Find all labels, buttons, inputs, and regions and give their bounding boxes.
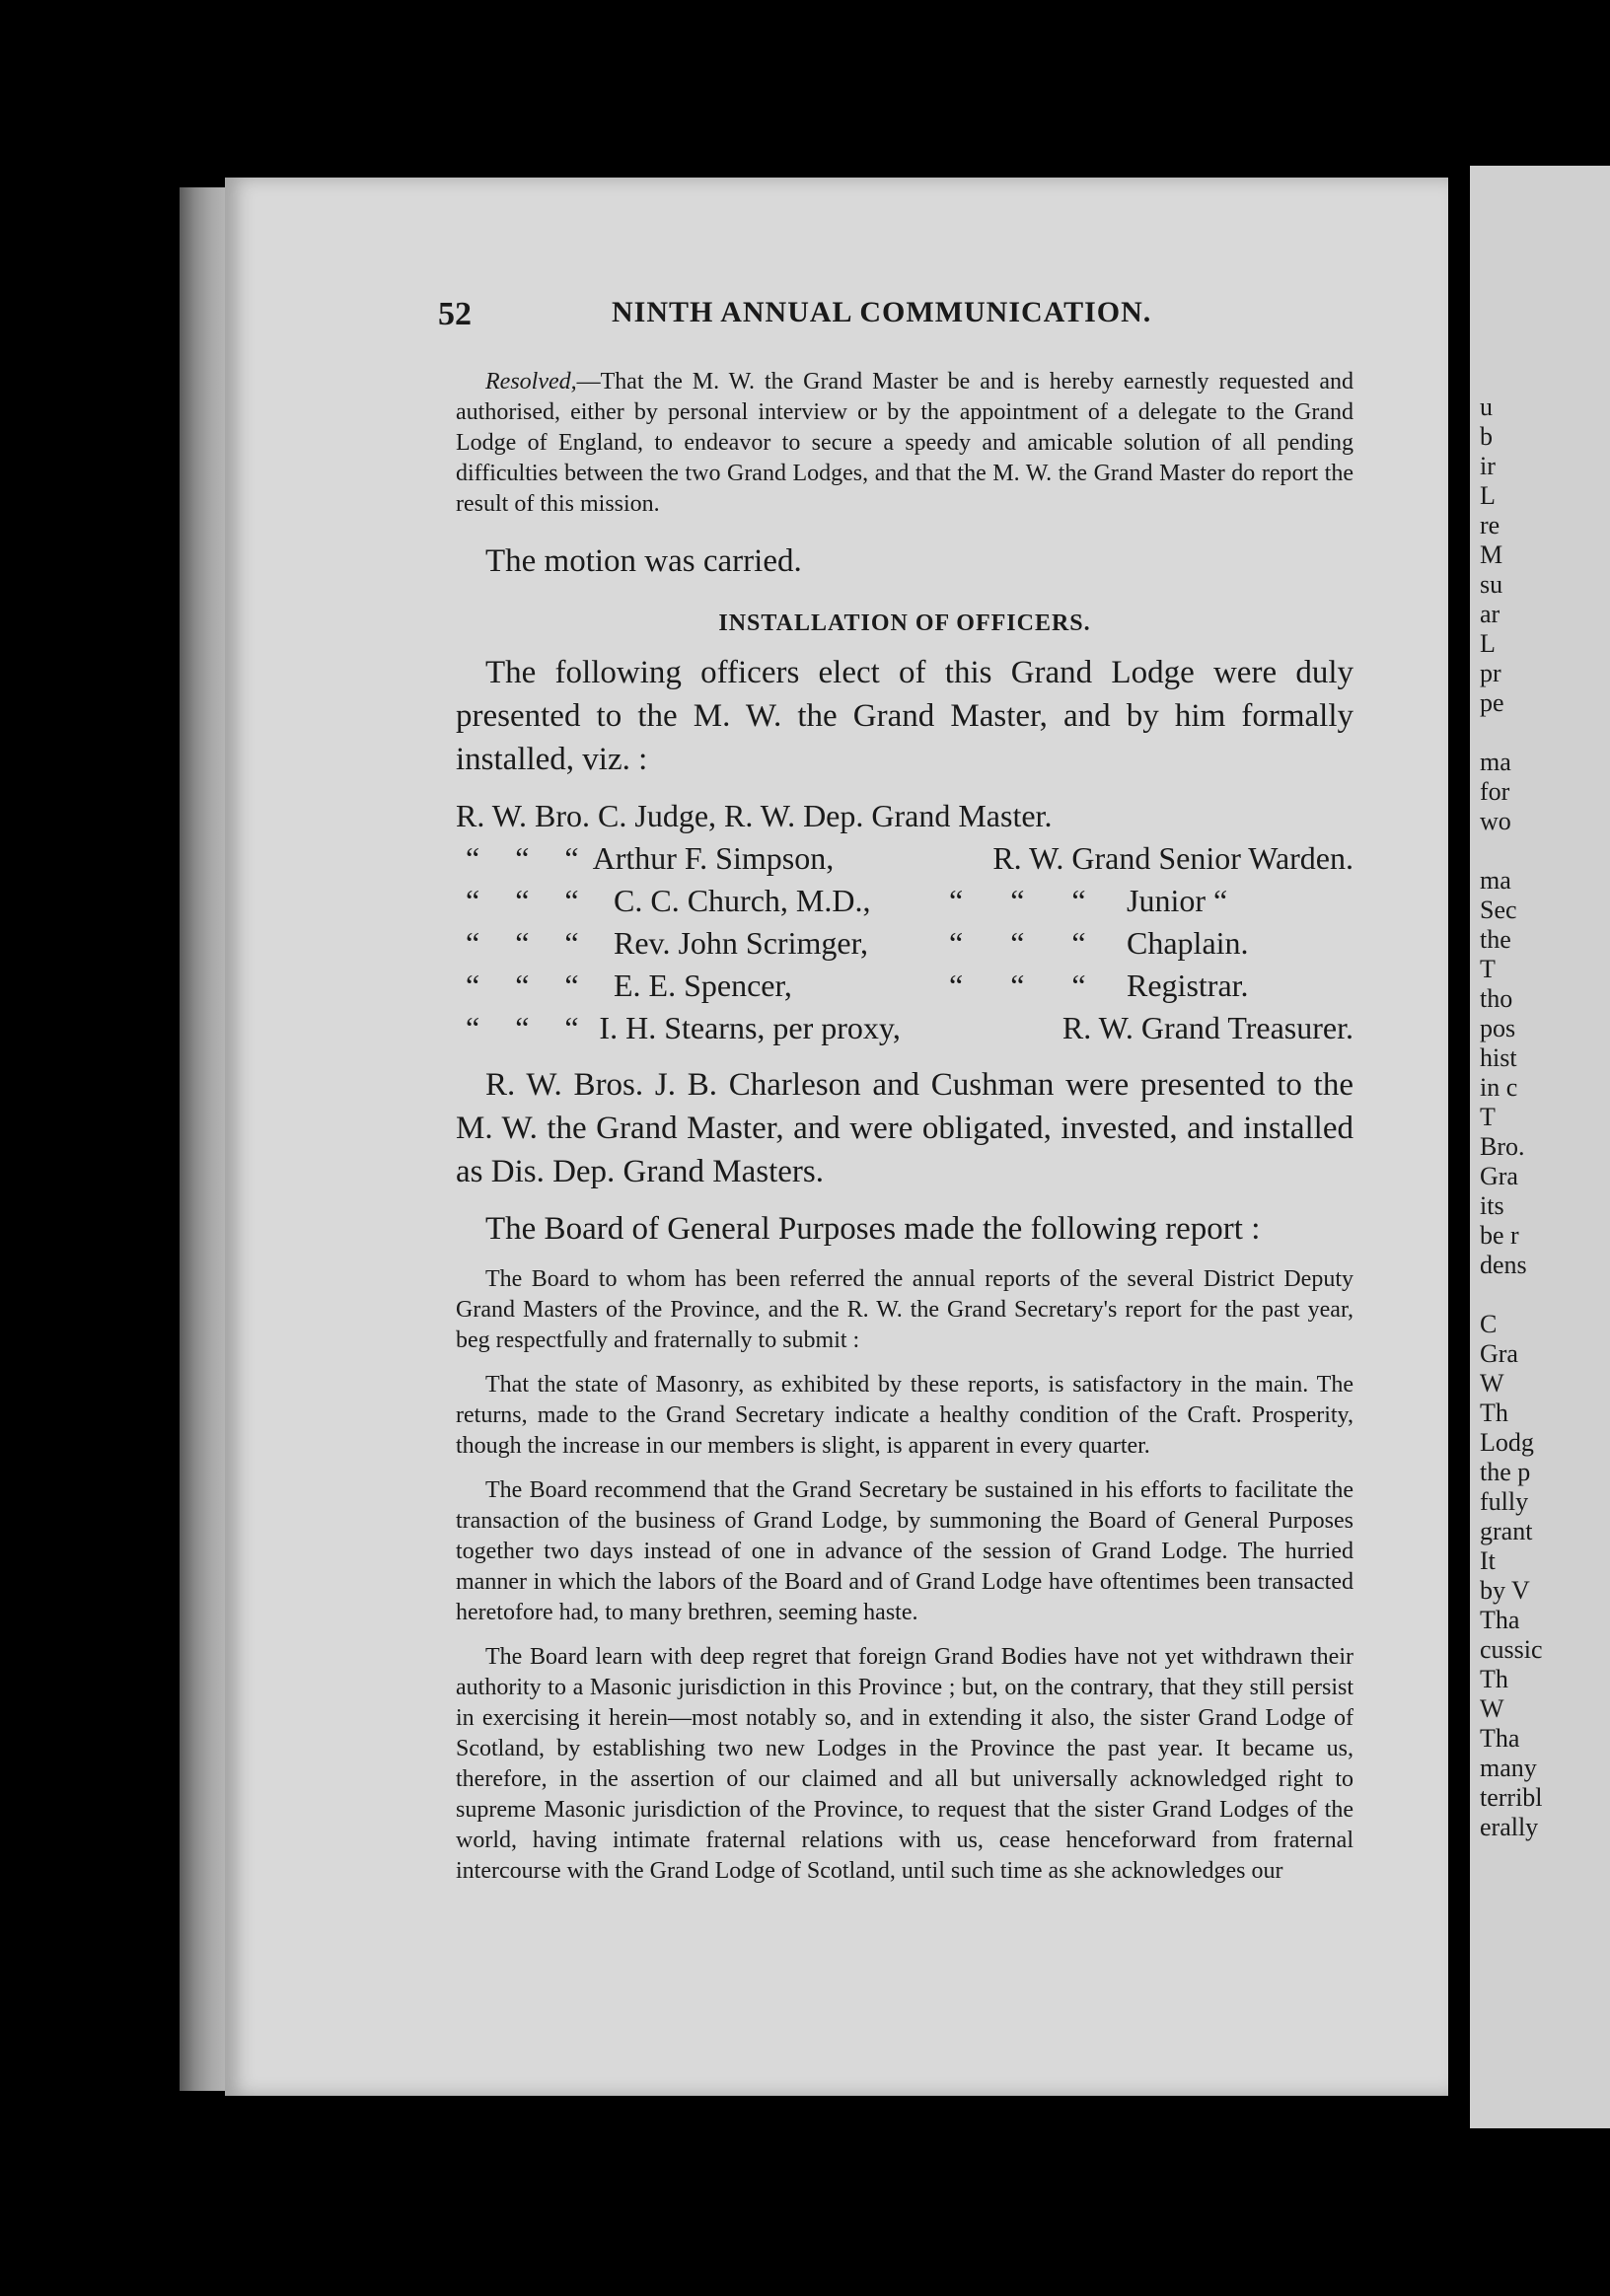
officer-office: R. W. Grand Senior Warden. <box>992 840 1354 876</box>
right-page-fragment-line: Gra <box>1480 1162 1518 1190</box>
right-page-fragment-line: its <box>1480 1191 1504 1220</box>
right-page-fragment-line: M <box>1480 540 1503 569</box>
officer-rows <box>456 837 1354 1049</box>
board-intro: The Board of General Purposes made the following report : <box>485 1211 1261 1247</box>
page-number: 52 <box>438 296 472 332</box>
officer-name: E. E. Spencer, <box>614 968 792 1003</box>
officer-name: Arthur F. Simpson, <box>592 840 835 876</box>
officer-row <box>456 922 1354 965</box>
right-page-fragment-line: Tha <box>1480 1724 1520 1753</box>
officer-row <box>456 880 1354 922</box>
right-page-fragment-line: C <box>1480 1310 1498 1338</box>
right-page-fragment-line: many <box>1480 1754 1537 1782</box>
dis-dep-paragraph: R. W. Bros. J. B. Charleson and Cushman were presented to the M. W. the Grand Master, and were obligated, invested, and installed as Dis. Dep. Grand Masters. <box>456 1067 1354 1189</box>
right-page-fragment-line: Tha <box>1480 1606 1520 1634</box>
page-header <box>438 296 1425 345</box>
running-head: NINTH ANNUAL COMMUNICATION. <box>612 296 1152 328</box>
right-page-fragment-line: Th <box>1480 1399 1508 1427</box>
right-page-fragment-line: cussic <box>1480 1635 1543 1664</box>
right-page-fragment-line: the <box>1480 925 1511 954</box>
right-page-fragment-line: re <box>1480 511 1500 539</box>
book-gutter <box>1448 168 1470 2130</box>
officer-ditto: “ “ “ <box>466 883 593 918</box>
resolution-text: —That the M. W. the Grand Master be and is hereby earnestly requested and authorised, either by personal interview or by the appointment of a delegate to the Grand Lodge of England, to endeavor to secure a speedy and amicable solution of all pending difficulties between the two Grand Lodges, and that the M. W. the Grand Master do report the result of this mission. <box>456 369 1354 517</box>
officer-ditto: “ “ “ <box>466 968 593 1003</box>
right-page-fragment-line: ar <box>1480 600 1500 628</box>
right-page-fragment-line: the p <box>1480 1458 1531 1486</box>
right-page-fragment <box>1470 166 1610 2128</box>
board-report <box>456 1264 1354 1887</box>
right-page-fragment-line: L <box>1480 481 1496 510</box>
officer-name: Rev. John Scrimger, <box>614 925 868 961</box>
right-page-fragment-line: in c <box>1480 1073 1518 1102</box>
officer-ditto-2: “ “ “ <box>949 968 1106 1003</box>
right-page-fragment-line: Sec <box>1480 896 1517 924</box>
right-page-fragment-line <box>1480 1280 1608 1310</box>
officer-row <box>456 837 1354 880</box>
report-paragraph: The Board to whom has been referred the annual reports of the several District Deputy Grand Masters of the Province, and the R. W. the Grand Secretary's report for the past year, beg respectfully and fraternally to submit : <box>456 1266 1354 1353</box>
right-page-fragment-line: wo <box>1480 807 1511 835</box>
right-page-fragment-line: Gra <box>1480 1339 1518 1368</box>
officer-name: C. C. Church, M.D., <box>614 883 871 918</box>
right-page-fragment-line: fully <box>1480 1487 1529 1516</box>
right-page-fragment-line: It <box>1480 1546 1496 1575</box>
right-page-fragment-line: hist <box>1480 1043 1517 1072</box>
officer-first: R. W. Bro. C. Judge, R. W. Dep. Grand Master. <box>456 798 1053 833</box>
page-body <box>456 367 1354 1887</box>
right-page-fragment-line: be r <box>1480 1221 1519 1250</box>
right-page-fragment-line <box>1480 718 1608 748</box>
officer-office: Junior “ <box>1127 883 1228 918</box>
right-page-fragment-line: tho <box>1480 984 1513 1013</box>
officers-list <box>456 795 1354 1049</box>
officer-ditto: “ “ “ <box>466 1010 593 1045</box>
right-page-fragment-line: dens <box>1480 1251 1527 1279</box>
report-paragraph: The Board recommend that the Grand Secretary be sustained in his efforts to facilitate the transaction of the business of Grand Lodge, by summoning the Board of General Purposes together two days instead of one in advance of the session of Grand Lodge. The hurried manner in which the labors of the Board and of Grand Lodge have oftentimes been transacted heretofore had, to many brethren, seeming haste. <box>456 1477 1354 1625</box>
right-page-fragment-line: Th <box>1480 1665 1508 1693</box>
right-page-fragment-line: Bro. <box>1480 1132 1525 1161</box>
right-page-fragment-line: ma <box>1480 866 1511 895</box>
right-page-fragment-line: Lodg <box>1480 1428 1534 1457</box>
right-page-fragment-line: pr <box>1480 659 1501 687</box>
officer-ditto: “ “ “ <box>466 925 593 961</box>
right-page-fragment-line: pos <box>1480 1014 1516 1042</box>
right-page-fragment-line: L <box>1480 629 1496 658</box>
right-page-fragment-line: grant <box>1480 1517 1533 1545</box>
officer-ditto-2: “ “ “ <box>949 925 1106 961</box>
installation-intro: The following officers elect of this Grand Lodge were duly presented to the M. W. the Grand Master, and by him formally installed, viz. : <box>456 655 1354 777</box>
right-page-fragment-line: terribl <box>1480 1783 1543 1812</box>
report-paragraph: That the state of Masonry, as exhibited by these reports, is satisfactory in the main. The returns, made to the Grand Secretary indicate a healthy condition of the Craft. Prosperity, though the increase in our members is slight, is apparent in every quarter. <box>456 1372 1354 1459</box>
right-page-fragment-line: for <box>1480 777 1510 806</box>
right-page-fragment-line: b <box>1480 422 1493 451</box>
officer-office: R. W. Grand Treasurer. <box>1061 1010 1354 1045</box>
officer-office: Registrar. <box>1127 968 1249 1003</box>
right-page-fragment-line: u <box>1480 393 1493 421</box>
right-page-fragment-line <box>1480 836 1608 866</box>
officer-ditto-2 <box>902 1007 1062 1049</box>
right-page-text-fragments <box>1480 393 1608 1842</box>
officer-ditto-2 <box>854 837 992 880</box>
right-page-fragment-line: W <box>1480 1694 1504 1723</box>
right-page-fragment-line: by V <box>1480 1576 1530 1605</box>
officer-office: Chaplain. <box>1127 925 1249 961</box>
officer-ditto: “ “ “ <box>466 840 593 876</box>
right-page-fragment-line: W <box>1480 1369 1504 1398</box>
right-page-fragment-line: erally <box>1480 1813 1539 1841</box>
resolution-lead: Resolved, <box>485 369 577 395</box>
right-page-fragment-line: T <box>1480 1103 1496 1131</box>
right-page-fragment-line: su <box>1480 570 1503 599</box>
report-paragraph: The Board learn with deep regret that foreign Grand Bodies have not yet withdrawn their authority to a Masonic jurisdiction in this Province ; but, on the contrary, that they still persist in exercising it herein—most notably so, and in extending it also, the sister Grand Lodge of Scotland, by establishing two new Lodges in the Province the past year. It became us, therefore, in the assertion of our claimed and all but universally acknowledged right to supreme Masonic jurisdiction of the Province, to request that the sister Grand Lodges of the world, having intimate fraternal relations with us, cease henceforward from fraternal intercourse with the Grand Lodge of Scotland, until such time as she acknowledges our <box>456 1644 1354 1884</box>
officer-name: I. H. Stearns, per proxy, <box>599 1010 901 1045</box>
right-page-fragment-line: ma <box>1480 748 1511 776</box>
right-page-fragment-line: pe <box>1480 688 1504 717</box>
officer-ditto-2: “ “ “ <box>949 883 1106 918</box>
resolution-paragraph <box>456 367 1354 520</box>
motion-carried: The motion was carried. <box>485 543 802 579</box>
right-page-fragment-line: T <box>1480 955 1496 983</box>
section-heading-installation: INSTALLATION OF OFFICERS. <box>718 610 1091 636</box>
officer-row <box>456 965 1354 1007</box>
right-page-fragment-line: ir <box>1480 452 1496 480</box>
officer-row <box>456 1007 1354 1049</box>
